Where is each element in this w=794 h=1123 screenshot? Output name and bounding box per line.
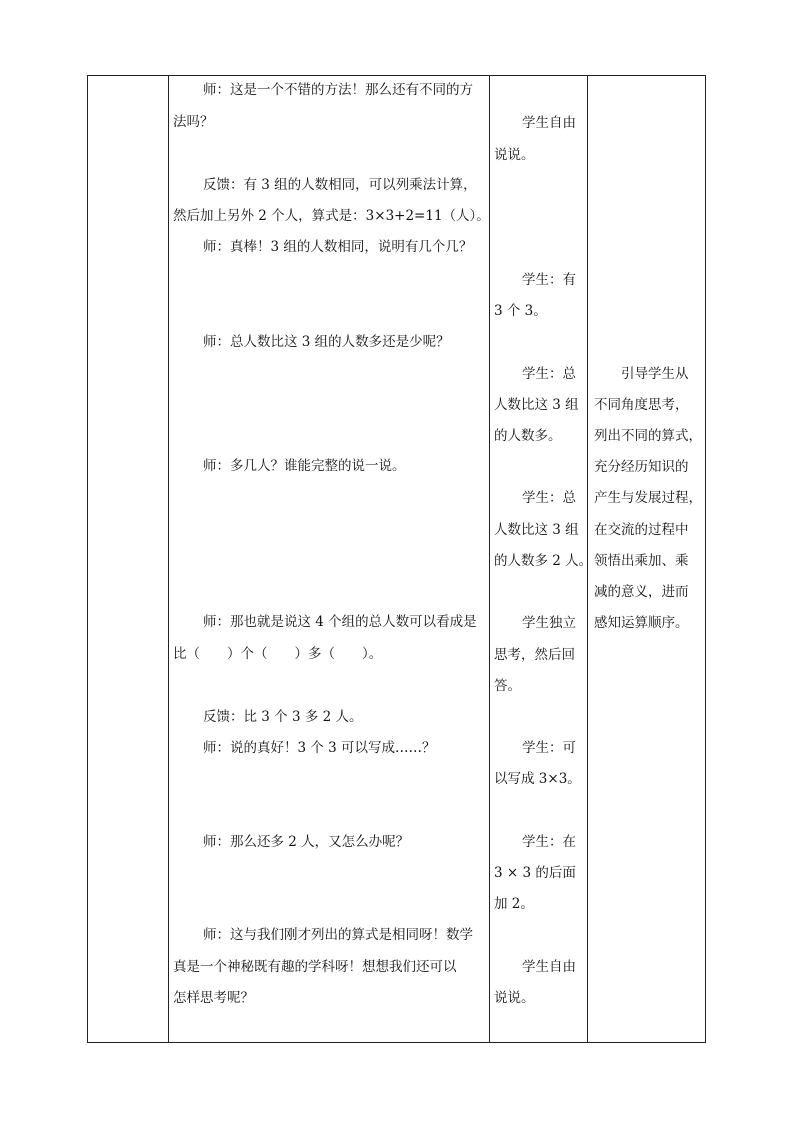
student-line: 思考，然后回 — [494, 647, 575, 663]
student-line: 人数比这 3 组 — [494, 522, 579, 538]
intent-line: 领悟出乘加、乘 — [594, 553, 689, 569]
teacher-line: 师：真棒！3 组的人数相同，说明有几个几？ — [203, 239, 473, 255]
intent-line: 列出不同的算式， — [594, 428, 702, 444]
student-line: 学生自由 — [522, 959, 576, 975]
teacher-line: 然后加上另外 2 个人，算式是：3×3+2=11（人）。 — [173, 208, 490, 224]
column-divider — [168, 76, 169, 1042]
intent-line: 引导学生从 — [621, 366, 689, 382]
teacher-line: 法吗？ — [173, 114, 214, 130]
teacher-line: 反馈：有 3 组的人数相同，可以列乘法计算， — [203, 177, 477, 193]
intent-line: 不同角度思考， — [594, 397, 689, 413]
intent-line: 减的意义，进而 — [594, 584, 689, 600]
student-line: 3 个 3。 — [494, 303, 547, 319]
teacher-line: 真是一个神秘既有趣的学科呀！想想我们还可以 — [173, 959, 457, 975]
student-line: 学生自由 — [522, 115, 576, 131]
student-line: 的人数多 2 人。 — [494, 553, 593, 569]
student-line: 说说。 — [494, 990, 535, 1006]
student-line: 学生：可 — [522, 740, 576, 756]
intent-line: 充分经历知识的 — [594, 459, 689, 475]
intent-line: 在交流的过程中 — [594, 522, 689, 538]
student-line: 说说。 — [494, 147, 535, 163]
teacher-line: 师：总人数比这 3 组的人数多还是少呢？ — [203, 334, 450, 350]
student-line: 的人数多。 — [494, 428, 562, 444]
teacher-line: 师：那也就是说这 4 个组的总人数可以看成是 — [203, 614, 477, 630]
student-line: 学生独立 — [522, 615, 576, 631]
teacher-line: 师：多几人？谁能完整的说一说。 — [203, 458, 406, 474]
student-line: 学生：总 — [522, 366, 576, 382]
teacher-line: 师：说的真好！3 个 3 可以写成……？ — [203, 740, 436, 756]
teacher-line: 怎样思考呢？ — [173, 990, 254, 1006]
student-line: 学生：总 — [522, 490, 576, 506]
teacher-line: 师：这是一个不错的方法！那么还有不同的方 — [203, 82, 473, 98]
teacher-line: 师：那么还多 2 人，又怎么办呢？ — [203, 834, 410, 850]
student-line: 答。 — [494, 678, 521, 694]
intent-line: 产生与发展过程， — [594, 490, 702, 506]
intent-line: 感知运算顺序。 — [594, 615, 689, 631]
student-line: 人数比这 3 组 — [494, 397, 579, 413]
teacher-line: 师：这与我们刚才列出的算式是相同呀！数学 — [203, 927, 473, 943]
student-line: 3 × 3 的后面 — [494, 865, 576, 881]
teacher-line: 反馈：比 3 个 3 多 2 人。 — [203, 709, 363, 725]
student-line: 加 2。 — [494, 896, 534, 912]
student-line: 学生：有 — [522, 272, 576, 288]
teacher-line: 比（ ）个（ ）多（ ）。 — [173, 646, 383, 662]
student-line: 以写成 3×3。 — [494, 771, 581, 787]
student-line: 学生：在 — [522, 834, 576, 850]
